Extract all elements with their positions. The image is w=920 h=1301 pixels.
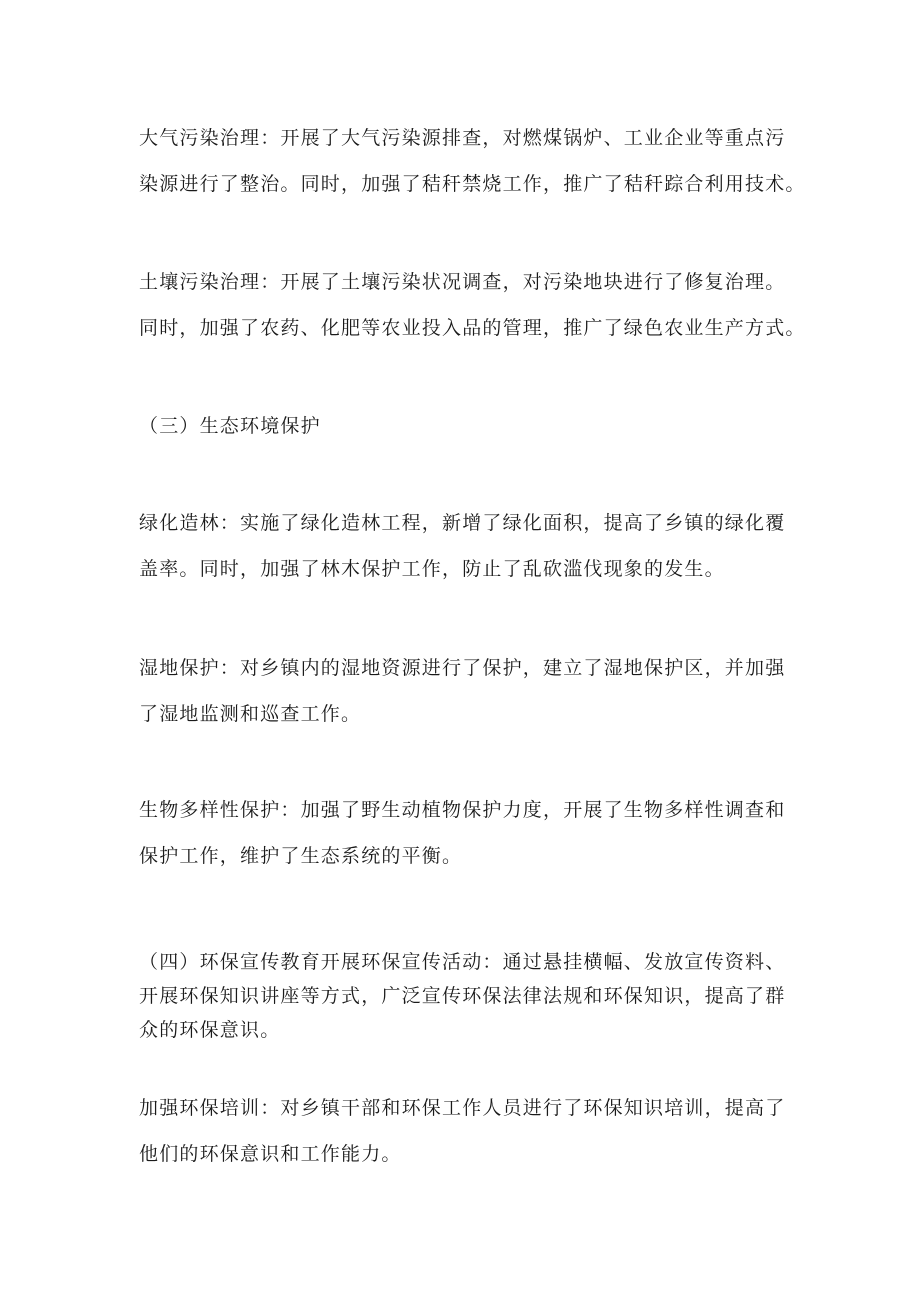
text-line: 保护工作，维护了生态系统的平衡。 [139,845,463,867]
paragraph-greening [139,500,799,592]
text-line: 同时，加强了农药、化肥等农业投入品的管理，推广了绿色农业生产方式。 [139,317,806,339]
paragraph-environmental-publicity [139,945,799,1047]
text-line: （四）环保宣传教育开展环保宣传活动：通过悬挂横幅、发放宣传资料、 [139,951,786,973]
section-heading-ecology [139,403,799,449]
text-line: 开展环保知识讲座等方式，广泛宣传环保法律法规和环保知识，提高了群 [139,985,786,1007]
paragraph-soil-pollution [139,259,806,351]
text-line: 生物多样性保护：加强了野生动植物保护力度，开展了生物多样性调查和 [139,799,786,821]
text-line: 土壤污染治理：开展了土壤污染状况调查，对污染地块进行了修复治理。 [139,271,786,293]
text-line: 他们的环保意识和工作能力。 [139,1143,402,1165]
heading-text: （三）生态环境保护 [139,415,321,437]
text-line: 染源进行了整治。同时，加强了秸秆禁烧工作，推广了秸秆踪合利用技术。 [139,173,806,195]
text-line: 众的环保意识。 [139,1019,281,1041]
paragraph-wetland [139,645,799,737]
text-line: 大气污染治理：开展了大气污染源排查，对燃煤锅炉、工业企业等重点污 [139,127,786,149]
text-line: 了湿地监测和巡查工作。 [139,703,362,725]
text-line: 加强环保培训：对乡镇干部和环保工作人员进行了环保知识培训，提高了 [139,1097,786,1119]
paragraph-air-pollution [139,115,806,207]
paragraph-environmental-training [139,1085,799,1177]
text-line: 湿地保护：对乡镇内的湿地资源进行了保护，建立了湿地保护区，并加强 [139,657,786,679]
paragraph-biodiversity [139,787,799,879]
text-line: 绿化造林：实施了绿化造林工程，新增了绿化面积，提高了乡镇的绿化覆 [139,512,786,534]
text-line: 盖率。同时，加强了林木保护工作，防止了乱砍滥伐现象的发生。 [139,558,725,580]
